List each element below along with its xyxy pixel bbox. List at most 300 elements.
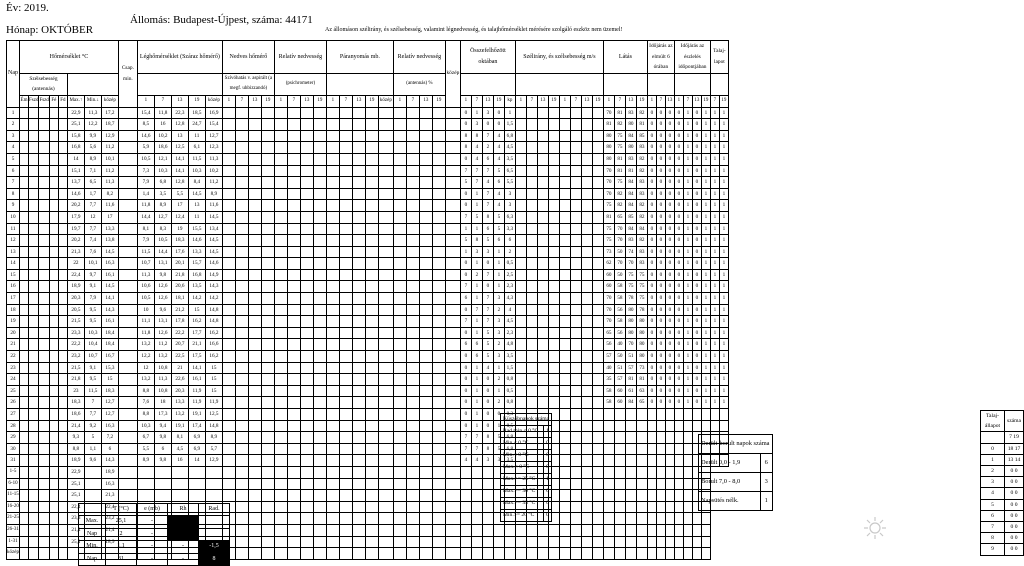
cell-blank-sum [493,548,504,560]
cell-wind [592,142,603,154]
cell-temp-mean: 16,3 [101,420,118,432]
cell-vapour-mean [378,269,393,281]
cell-windspeed [49,130,58,142]
cell-windspeed [58,351,67,363]
cell-dry-1: 8,1 [137,223,154,235]
cell-wind [581,130,592,142]
cell-windspeed [39,339,49,351]
cell-relhum2 [393,153,406,165]
cell-weather-now [683,420,692,432]
cell-temp-mean: 18,7 [101,119,118,131]
cell-weather-past: 0 [656,211,665,223]
cell-relhum2 [406,351,419,363]
cell-blank-sum [365,478,378,490]
cell-weather-past: 0 [647,165,656,177]
cell-visibility-3: 82 [636,200,647,212]
sub-wind-h7-1: 7 [570,95,581,107]
cell-relhum2 [406,130,419,142]
cell-dry-7: 13,1 [154,316,171,328]
cell-vapour [326,443,339,455]
cell-dry-1: 12,2 [137,351,154,363]
cell-cloud-7: 1 [471,327,482,339]
cell-soil: 1 [710,165,719,177]
cell-dry-13: 8,1 [171,432,188,444]
cell-dry-7: 9,6 [154,304,171,316]
cell-weather-now: 0 [674,316,683,328]
cell-blank-sum [406,524,419,536]
cell-weather-now: 0 [674,235,683,247]
cell-wind [526,281,537,293]
cell-relhum2 [432,443,445,455]
cell-wind [526,374,537,386]
cell-temp-min: 10,4 [84,339,101,351]
cell-wind [592,235,603,247]
cell-cloud-7: 7 [471,443,482,455]
cell-relhum2 [432,374,445,386]
cell-csapmin [118,385,137,397]
sub-wpast-h7: 7 [656,95,665,107]
cell-wet [261,339,274,351]
cell-temp-min: 10,3 [84,327,101,339]
cell-windspeed-sum [49,536,58,548]
cell-blank-sum [603,501,614,513]
cell-relhum2 [432,211,445,223]
cell-relhum2 [393,165,406,177]
cell-vapour [326,397,339,409]
cell-wet [222,397,235,409]
cell-dry-mean: 16,9 [205,107,222,119]
cell-wind [537,223,548,235]
cell-vapour [339,351,352,363]
cell-relhum [287,142,300,154]
cell-windspeed [39,385,49,397]
cell-visibility-2: 78 [625,293,636,305]
cell-wind [548,281,559,293]
cell-dry-1: 10,7 [137,258,154,270]
cell-windspeed [20,443,29,455]
cell-windspeed-sum [58,478,67,490]
cell-weather-past: 0 [647,211,656,223]
cell-vapour [352,351,365,363]
cell-blank-sum [419,536,432,548]
cell-blank-sum [365,490,378,502]
cell-blank-sum [482,548,493,560]
cell-wind [548,362,559,374]
cell-vapour-mean [378,397,393,409]
cell-windspeed [29,223,39,235]
extremes-cell: 25,1 [106,516,137,528]
cell-wind [581,293,592,305]
cell-wet [235,211,248,223]
cell-temp-mean: 16,7 [101,351,118,363]
cell-wind [592,119,603,131]
cell-weather-now: 0 [692,385,701,397]
cell-visibility-3: 83 [636,177,647,189]
cell-vapour-mean [378,246,393,258]
cell-wet [248,327,261,339]
cell-dry-1: 10,5 [137,153,154,165]
cell-visibility-0: 70 [603,293,614,305]
cell-weather-past [656,455,665,467]
soil-code: 3 [981,477,1005,488]
cell-weather-now: 0 [674,304,683,316]
cell-day: 11 [7,223,20,235]
cell-windspeed [49,351,58,363]
cell-weather-past: 0 [656,200,665,212]
cell-soil: 1 [719,200,728,212]
cell-soil: 1 [710,374,719,386]
sub-wet-h7: 7 [235,95,248,107]
cell-wind [570,432,581,444]
cell-windspeed [20,142,29,154]
cell-wet [235,200,248,212]
cell-relhum [300,153,313,165]
cell-vapour [365,119,378,131]
cell-windspeed [39,177,49,189]
cell-dry-19: 14,5 [188,188,205,200]
cell-wind [526,211,537,223]
cell-wet [222,443,235,455]
cell-wind [581,443,592,455]
cell-wet [261,316,274,328]
cell-blank-sum [248,524,261,536]
cell-dry-1: 8,8 [137,385,154,397]
cell-visibility-0: 70 [603,316,614,328]
cell-dry-7: 11,8 [154,107,171,119]
cell-relhum2 [393,385,406,397]
cell-wet [222,374,235,386]
cell-windspeed [49,327,58,339]
cell-dry-7: 14,4 [154,246,171,258]
cell-windspeed [20,374,29,386]
cell-relhum2 [393,188,406,200]
cell-visibility-0: 65 [603,327,614,339]
cell-soil: 1 [710,142,719,154]
cell-visibility-2: 83 [625,153,636,165]
cell-wet [248,374,261,386]
sub-wind-h13-1: 13 [581,95,592,107]
cell-weather-now: 1 [683,235,692,247]
cell-wet [235,269,248,281]
cell-cloud-13: 5 [482,339,493,351]
cell-weather-past: 0 [656,304,665,316]
cell-cloud-kp: 4 [504,304,515,316]
cell-windspeed [29,246,39,258]
cell-weather-now: 1 [683,362,692,374]
cell-windspeed [39,304,49,316]
cell-dry-13: 18,1 [171,293,188,305]
cell-blank-sum [537,536,548,548]
cell-visibility-1: 81 [614,165,625,177]
cell-cloud-kp: 6,3 [504,211,515,223]
cell-relhum2 [419,211,432,223]
cell-wet [261,374,274,386]
cell-blank-sum [636,513,647,525]
cell-weather-now: 0 [692,374,701,386]
cell-dry-13: 19 [171,223,188,235]
cell-day: 4 [7,142,20,154]
cell-relhum [274,397,287,409]
cell-windspeed [49,385,58,397]
cell-relhum2 [406,269,419,281]
cell-windspeed [39,200,49,212]
cell-weather-now: 0 [674,177,683,189]
cell-windspeed [29,455,39,467]
cell-blank-sum [248,466,261,478]
cell-blank-sum [313,466,326,478]
cell-wind [537,188,548,200]
cell-vapour [339,316,352,328]
cell-cloud-7: 7 [471,432,482,444]
cell-temp-mean: 14,5 [101,281,118,293]
cell-blank-sum [326,548,339,560]
cell-weather-now: 1 [701,188,710,200]
table-row [7,327,729,339]
cell-blank-sum [352,548,365,560]
cell-windspeed [20,339,29,351]
cell-windspeed [20,235,29,247]
cell-weather-now: 1 [683,258,692,270]
cell-blank-sum [339,536,352,548]
cell-dry-13: 13 [171,130,188,142]
cell-windspeed-sum [29,513,39,525]
cell-blank-sum [614,501,625,513]
cell-dry-7: 13,1 [154,258,171,270]
cell-blank-sum [683,478,692,490]
cell-vapour [339,188,352,200]
cell-relhum2 [406,327,419,339]
cell-vapour-mean [378,293,393,305]
cell-blank-sum [248,513,261,525]
sub-wnow-h13: 13 [692,95,701,107]
cell-dry-mean: 14,8 [205,316,222,328]
cell-weather-now: 0 [692,188,701,200]
cell-weather-now: 1 [683,200,692,212]
cell-weather-now: 1 [683,246,692,258]
cell-blank-sum [352,478,365,490]
cell-vapour [352,443,365,455]
cell-wind [526,304,537,316]
cell-visibility-3: 81 [636,374,647,386]
cell-blank-sum [647,490,656,502]
cell-soil: 1 [710,211,719,223]
cell-windspeed [29,281,39,293]
cell-relhum2 [393,455,406,467]
cell-blank-sum [625,536,636,548]
cell-weather-now [683,432,692,444]
sub-soil-h19: 19 [719,95,728,107]
cell-wind [548,293,559,305]
cell-wet [248,211,261,223]
cell-cloud-19: 1 [493,246,504,258]
cell-relhum2-mean [445,339,460,351]
cell-soil: 1 [710,304,719,316]
cell-blank-sum [603,524,614,536]
col-head-wind: Szélirány, és szélsebesség m/s [515,41,603,74]
soil-counts: 0 0 [1005,466,1024,477]
cell-vapour [326,327,339,339]
cell-visibility-3 [636,443,647,455]
cell-windspeed [39,316,49,328]
sub-dry-h19: 19 [188,95,205,107]
cell-visibility-2 [625,455,636,467]
cell-soil: 1 [710,223,719,235]
cell-weather-now [683,455,692,467]
col-head-visibility: Látás [603,41,647,74]
cell-cloud-13: 0 [482,258,493,270]
cell-blank-sum [261,466,274,478]
table-row [501,474,552,486]
cell-cloud-kp: 0,3 [504,409,515,421]
sub-cloud-h7: 7 [471,95,482,107]
cell-cloud-kp: 3 [504,188,515,200]
cell-temp-mean: 16,1 [101,269,118,281]
cell-wind [559,397,570,409]
cell-vapour [339,177,352,189]
cell-wet [235,385,248,397]
cell-vapour [352,130,365,142]
cell-vapour [326,188,339,200]
cell-relhum [300,409,313,421]
cell-cloud-kp: 1,5 [504,119,515,131]
cell-cloud-1: 7 [460,281,471,293]
cell-cloud-7: 7 [471,177,482,189]
cell-day: 23 [7,362,20,374]
cell-windspeed [58,455,67,467]
cell-weather-now: 0 [692,327,701,339]
cell-visibility-1: 81 [614,153,625,165]
cell-vapour [365,223,378,235]
cell-windspeed [29,443,39,455]
cell-wind [548,339,559,351]
cell-vapour [365,130,378,142]
cell-blank-sum [692,513,701,525]
extremes-head-2: e (mb) [137,504,168,516]
cell-blank-sum [647,536,656,548]
cell-vapour-mean [378,339,393,351]
cell-blank-sum [205,490,222,502]
cell-visibility-2: 57 [625,362,636,374]
cell-relhum2 [406,177,419,189]
cell-blank-sum [378,501,393,513]
cell-relhum [287,455,300,467]
cell-blank-sum [378,524,393,536]
cell-blank-sum [300,524,313,536]
cell-blank-sum [339,513,352,525]
cell-wind [515,258,526,270]
cell-wind [592,293,603,305]
cell-relhum2 [419,188,432,200]
cell-windspeed [49,153,58,165]
cell-vapour [352,397,365,409]
cell-relhum [287,177,300,189]
cell-windspeed-sum [49,548,58,560]
cell-dry-7: 9,8 [154,432,171,444]
cell-relhum2 [393,246,406,258]
table-row [7,351,729,363]
cell-visibility-0: 70 [603,188,614,200]
cell-wind [559,130,570,142]
cell-wind [537,397,548,409]
cell-windspeed [39,351,49,363]
cell-blank-sum [559,466,570,478]
cell-cloud-7: 4 [471,455,482,467]
sub-dry-h1: 1 [137,95,154,107]
cell-weather-past: 0 [647,223,656,235]
cell-blank-sum [665,490,674,502]
cell-relhum2 [432,246,445,258]
cell-visibility-1: 58 [614,281,625,293]
cell-wet [261,188,274,200]
cell-cloud-1: 0 [460,269,471,281]
sub-wpast-h13: 13 [665,95,674,107]
cell-blank-sum [592,466,603,478]
cell-windspeed [58,200,67,212]
cell-csapmin [118,397,137,409]
sub-wind-h1-0: 1 [515,95,526,107]
cell-cloud-19: 4 [493,200,504,212]
cell-blank-sum [570,478,581,490]
cell-wind [559,293,570,305]
cell-weather-now: 0 [674,130,683,142]
cell-weather-now: 1 [701,304,710,316]
cell-temp-max: 15,8 [67,130,84,142]
cell-visibility-3: 80 [636,316,647,328]
cell-blank-sum [482,536,493,548]
cell-relhum2-mean [445,130,460,142]
cell-weather-now: 0 [674,165,683,177]
cell-wind [581,362,592,374]
cell-wind [592,397,603,409]
cell-weather-now: 1 [701,142,710,154]
cell-weather-past: 0 [665,130,674,142]
cell-temp-max: 23,2 [67,351,84,363]
cell-cloud-kp: 4,5 [504,142,515,154]
cell-temp-mean: 17,2 [101,107,118,119]
cell-csapmin [118,432,137,444]
cell-blank-sum [701,536,710,548]
cell-visibility-3: 82 [636,211,647,223]
cell-visibility-0: 80 [603,153,614,165]
extremes-cell: - [137,528,168,540]
cell-blank-sum [248,536,261,548]
cell-blank-sum [614,490,625,502]
cell-cloud-13: 5 [482,351,493,363]
cell-blank-sum [406,513,419,525]
cell-weather-now: 0 [674,269,683,281]
cell-cloud-7: 7 [471,165,482,177]
cell-weather-past: 0 [647,362,656,374]
cell-blank-sum [393,501,406,513]
table-row [981,432,1024,443]
cell-wet [222,165,235,177]
cell-dry-7: 6,8 [154,177,171,189]
cell-dry-1: 7,9 [137,177,154,189]
cell-dry-7: 11,2 [154,339,171,351]
cell-weather-now: 0 [674,119,683,131]
cell-wet [222,362,235,374]
cell-visibility-2: 84 [625,397,636,409]
cell-day: 22 [7,351,20,363]
cell-wet [222,130,235,142]
cell-blank-sum [683,513,692,525]
clear-overcast-title: Derült-borult napok száma [699,435,773,454]
table-row [7,281,729,293]
cell-cloud-1: 7 [460,443,471,455]
cell-vapour [352,420,365,432]
cell-relhum2-mean [445,362,460,374]
cell-wind [592,362,603,374]
